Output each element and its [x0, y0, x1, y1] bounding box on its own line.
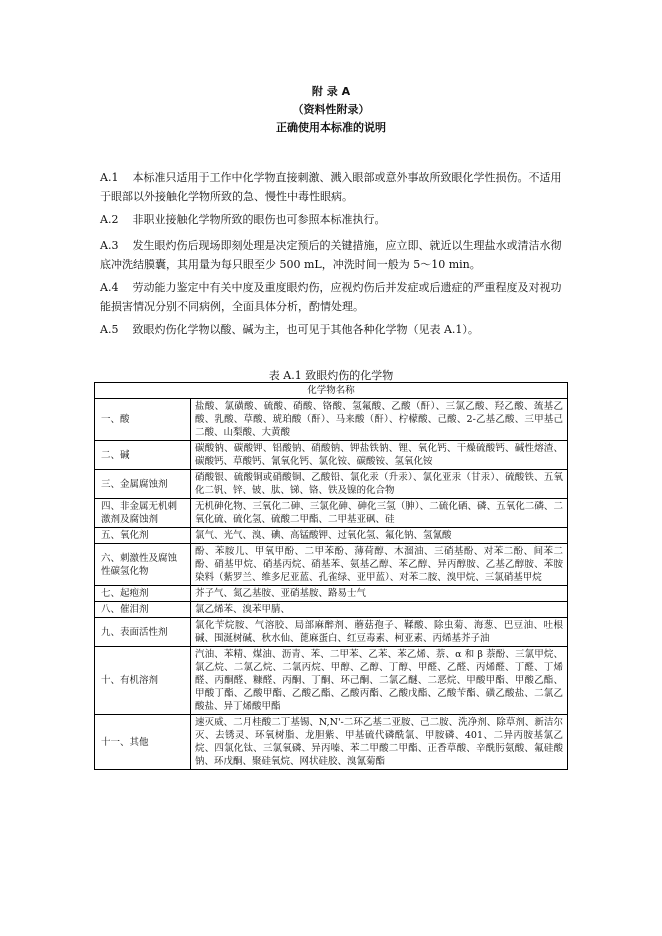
paragraph-number: A.1 — [100, 171, 119, 184]
paragraph-a3 — [100, 236, 570, 274]
paragraph-text: 非职业接触化学物所致的眼伤也可参照本标准执行。 — [132, 213, 386, 226]
category-cell: 七、起疱剂 — [95, 586, 191, 602]
paragraph-text: 发生眼灼伤后现场即刻处理是决定预后的关键措施，应立即、就近以生理盐水或清洁水彻底冲洗结膜囊，其用量为每只眼至少 500 mL，冲洗时间一般为 5～10 min。 — [100, 239, 562, 271]
items-cell: 盐酸、氯磺酸、硫酸、硝酸、铬酸、氢氟酸、乙酸（酐）、三氯乙酸、羟乙酸、巯基乙酸、乳酸、草酸、琥珀酸（酐）、马来酸（酐）、柠檬酸、己酸、2-乙基乙酸、三甲基己二酸、山梨酸、大黄酸 — [191, 399, 568, 441]
category-cell: 十一、其他 — [95, 715, 191, 770]
category-cell: 四、非金属无机刺激剂及腐蚀剂 — [95, 499, 191, 528]
items-cell: 速灭威、二月桂酸二丁基锡、N,N'-二环乙基二亚胺、己二胺、洗净剂、除草剂、新洁尔灭、去锈灵、环氧树脂、龙胆紫、甲基硫代磷酰氯、甲胺磷、401、二异丙胺基氯乙烷、四氯化钛、三氯氧磷、异丙嗪、苯二甲酸二甲酯、正香草酸、辛酰肟氨酸、氟硅酸钠、环戊酮、聚硅氧烷、网状硅胶、溴氰菊酯 — [191, 715, 568, 770]
paragraph-text: 致眼灼伤化学物以酸、碱为主，也可见于其他各种化学物（见表 A.1）。 — [132, 323, 479, 336]
table-row — [95, 441, 568, 470]
appendix-type: （资料性附录） — [292, 103, 370, 116]
items-cell: 氯化苄烷胺、气溶胶、局部麻醉剂、蘑菇孢子、鞣酸、除虫菊、海葱、巴豆油、吐根碱、围涎树碱、秋水仙、蓖麻蛋白、红豆毒素、柯亚素、丙烯基芥子油 — [191, 618, 568, 647]
category-cell: 八、催泪剂 — [95, 602, 191, 618]
table-row — [95, 544, 568, 586]
appendix-heading: 附 录 A — [311, 85, 351, 98]
table-row — [95, 528, 568, 544]
items-cell: 无机砷化物、三氧化二砷、三氯化砷、砷化三氢（胂）、二硫化硒、磷、五氧化二磷、二氧化硫、硫化氢、硫酸二甲酯、二甲基亚砜、硅 — [191, 499, 568, 528]
table-header-row — [95, 383, 568, 399]
items-cell: 氯乙烯苯、溴苯甲腈、 — [191, 602, 568, 618]
category-cell: 二、碱 — [95, 441, 191, 470]
paragraph-a5 — [100, 320, 570, 339]
paragraph-number: A.5 — [100, 323, 119, 336]
category-cell: 六、刺激性及腐蚀性碳氢化物 — [95, 544, 191, 586]
items-cell: 碳酸钠、碳酸钾、铝酸钠、硝酸钠、钾盐铁钠、锂、氧化钙、干燥硫酸钙、碱性熔渣、碳酸钙、草酸钙、氰氧化钙、氯化铵、碳酸铵、氢氧化铵 — [191, 441, 568, 470]
paragraph-text: 本标准只适用于工作中化学物直接刺激、溅入眼部或意外事故所致眼化学性损伤。不适用于眼部以外接触化学物所致的急、慢性中毒性眼病。 — [100, 171, 562, 203]
category-cell: 五、氧化剂 — [95, 528, 191, 544]
paragraph-number: A.4 — [100, 281, 119, 294]
category-cell: 三、金属腐蚀剂 — [95, 470, 191, 499]
paragraph-a4 — [100, 278, 570, 316]
paragraph-a1 — [100, 168, 570, 206]
table-header: 化学物名称 — [95, 383, 568, 399]
table-row — [95, 715, 568, 770]
table-row — [95, 618, 568, 647]
paragraph-number: A.2 — [100, 213, 119, 226]
table-caption: 表 A.1 致眼灼伤的化学物 — [268, 369, 394, 382]
category-cell: 九、表面活性剂 — [95, 618, 191, 647]
table-row — [95, 602, 568, 618]
table-row — [95, 647, 568, 715]
items-cell: 氯气、光气、溴、碘、高锰酸钾、过氧化氢、氟化钠、氢氰酸 — [191, 528, 568, 544]
appendix-title: 正确使用本标准的说明 — [276, 121, 386, 134]
table-row — [95, 399, 568, 441]
chemicals-table — [94, 382, 568, 770]
table-row — [95, 499, 568, 528]
paragraph-text: 劳动能力鉴定中有关中度及重度眼灼伤，应视灼伤后并发症或后遗症的严重程度及对视功能损害情况分别不同病例，全面具体分析，酌情处理。 — [100, 281, 562, 313]
paragraph-number: A.3 — [100, 239, 119, 252]
table-row — [95, 586, 568, 602]
paragraph-a2 — [100, 210, 570, 229]
table-row — [95, 470, 568, 499]
category-cell: 十、有机溶剂 — [95, 647, 191, 715]
category-cell: 一、酸 — [95, 399, 191, 441]
items-cell: 汽油、苯精、煤油、沥青、苯、二甲苯、乙苯、苯乙烯、萘、α 和 β 萘酚、三氯甲烷、氯乙烷、二氯乙烷、二氯丙烷、甲醇、乙醇、丁醇、甲醛、乙醛、丙烯醛、丁醛、丁烯醛、丙酮醛、糠醛、丙酮、丁酮、环己酮、二氯乙醚、二恶烷、甲酸甲酯、甲酸乙酯、甲酸丁酯、乙酸甲酯、乙酸乙酯、乙酸丙酯、乙酸戊酯、乙酸苄酯、磺乙酸盐、二氯乙酸盐、异丁烯酸甲酯 — [191, 647, 568, 715]
items-cell: 硝酸银、硫酸铜或硝酸铜、乙酸铅、氯化汞（升汞）、氯化亚汞（甘汞）、硫酸铁、五氧化二钒、锌、铍、肽、锑、铬、铁及镍的化合物 — [191, 470, 568, 499]
items-cell: 酚、苯胺儿、甲氧甲酚、二甲苯酚、薄荷醇、木溜油、三硝基酚、对苯二酚、间苯二酚、硝基甲烷、硝基丙烷、硝基苯、氨基乙醇、苯乙醇、异丙醇胺、乙基乙醇胺、苯胺染料（紫罗兰、维多尼亚蓝、孔雀绿、亚甲蓝）、对苯二胺、溴甲烷、三氯硝基甲烷 — [191, 544, 568, 586]
items-cell: 芥子气、氮乙基胺、亚硝基胺、路易士气 — [191, 586, 568, 602]
